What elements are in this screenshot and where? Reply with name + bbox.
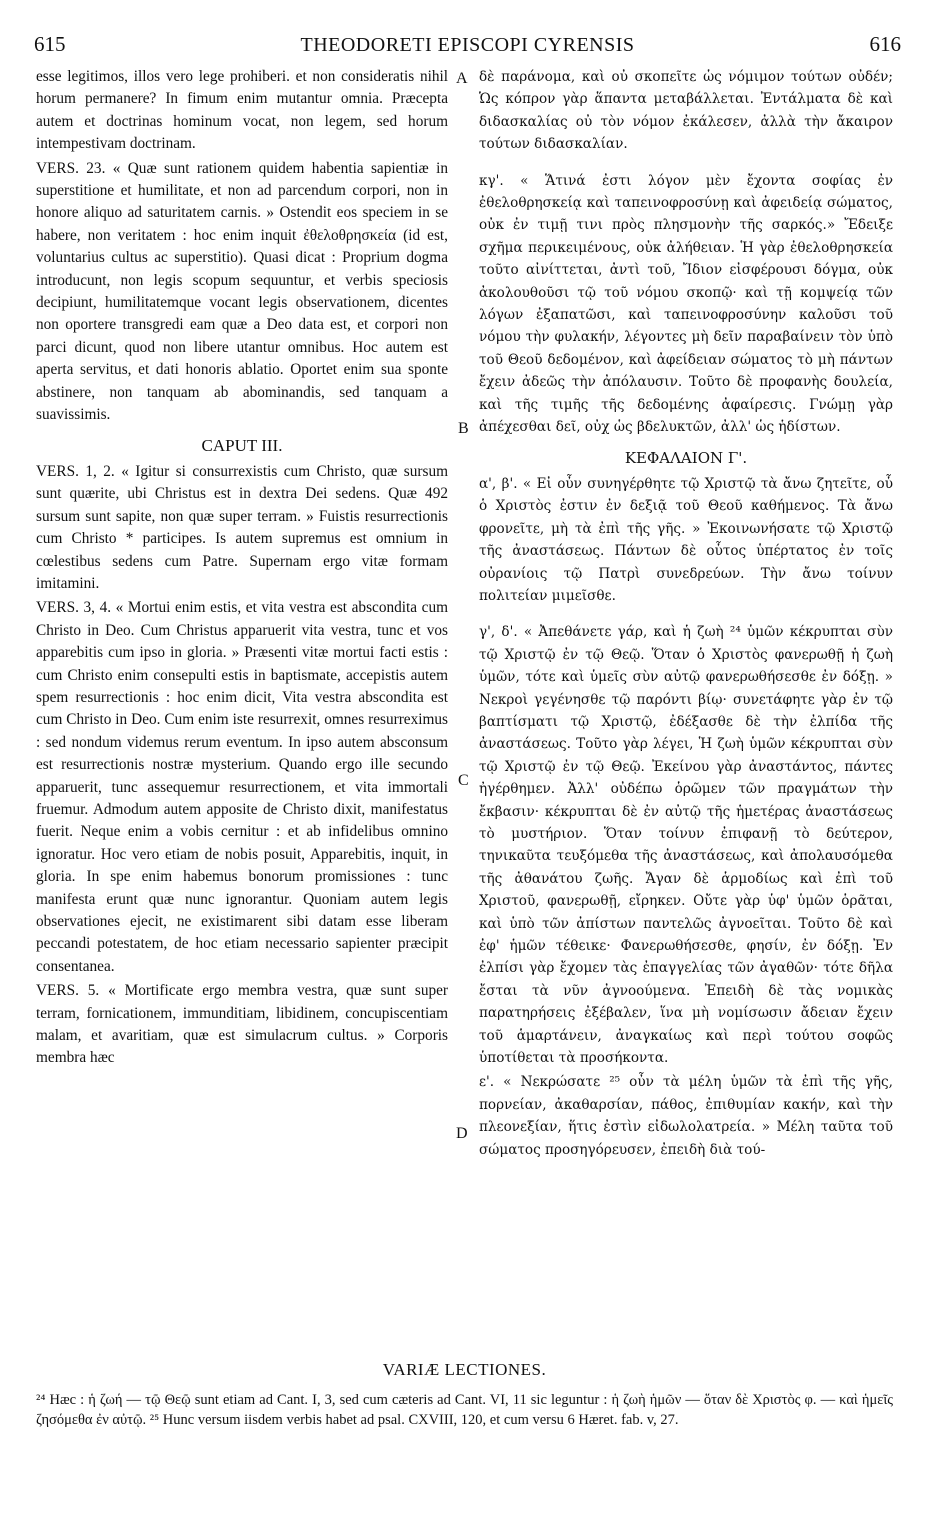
greek-paragraph: δὲ παράνομα, καὶ οὐ σκοπεῖτε ὡς νόμιμον τούτων οὐδέν; Ὡς κόπρον γὰρ ἅπαντα μεταβάλλεται. Ἐντάλματα δὲ καὶ διδασκαλίας οὐ τὸν νόμον ἐκάλεσεν, ἀλλὰ τὴν ἄκαιρον τούτων διδασκαλίαν. xyxy=(479,69,893,153)
greek-paragraph: α', β'. « Εἰ οὖν συνηγέρθητε τῷ Χριστῷ τὰ ἄνω ζητεῖτε, οὗ ὁ Χριστὸς ἐστιν ἐν δεξιᾷ τοῦ Θεοῦ καθήμενος. Τὰ ἄνω φρονεῖτε, μὴ τὰ ἐπὶ τῆς γῆς. » Ἐκοινωνήσατε τῷ Χριστῷ τῆς ἀναστάσεως. Πάντων δὲ οὗτος ὑπέρτατος ἐν τοῖς οὐρανίοις τῷ Πατρὶ συνεδρεύων. Τὴν ἄνω τοίνυν πολιτείαν μιμεῖσθε. xyxy=(479,475,893,604)
latin-paragraph: esse legitimos, illos vero lege prohiberi. et non consideratis nihil horum permanere? In fimum enim mutantur omnia. Præcepta autem et doctrinas hominum vocat, non legem, sed horum intempestivam doctrinam. xyxy=(36,68,448,153)
margin-letter-d: D xyxy=(456,1125,468,1142)
latin-paragraph: VERS. 23. « Quæ sunt rationem quidem habentia sapientiæ in superstitione et humilitate, et non ad parcendum corpori, non in honore aliquo ad saturitatem carnis. » Ostendit eos speciem in se habere, non veritatem : hoc enim inquit ἐθελοθρησκεία (id est, voluntarius cultus ac superstitio). Quasi dicat : Proprium dogma introducunt, non legis scopum sequuntur, et verbis speciosis decipiunt, humilitatemque vocant legis observationem, dicentes non oportere transgredi eam quæ a Deo data est, et corpori non parci dicunt, quod non libere utantur omnibus. Hoc autem est aperta servitus, et dati honoris ablatio. Oportet enim sua sponte abstinere, non tanquam ab abominandis, sed tanquam a suavissimis. xyxy=(36,159,448,424)
margin-letter-b: B xyxy=(458,420,469,437)
latin-column xyxy=(36,66,448,1070)
greek-paragraph: γ', δ'. « Ἀπεθάνετε γάρ, καὶ ἡ ζωὴ ²⁴ ὑμῶν κέκρυπται σὺν τῷ Χριστῷ ἐν τῷ Θεῷ. Ὅταν ὁ Χριστὸς φανερωθῇ ἡ ζωὴ ὑμῶν, τότε καὶ ὑμεῖς σὺν αὐτῷ φανερωθήσεσθε ἐν δόξῃ. » Νεκροὶ γεγένησθε τῷ παρόντι βίῳ· συνετάφητε γὰρ ἐν τῷ βαπτίσματι τῷ Χριστῷ, ἐδέξασθε δὲ τὴν ἐλπίδα τῆς ἀναστάσεως. Τοῦτο γὰρ λέγει, Ἡ ζωὴ ὑμῶν κέκρυπται σὺν τῷ Χριστῷ ἐν τῷ Θεῷ. Ἐκείνου γὰρ ἀναστάντος, πάντες ἠγέρθημεν. Ἀλλ' οὐδέπω ὁρῶμεν τῶν πραγμάτων τὴν ἔκβασιν· κέκρυπται δὲ ἐν αὐτῷ τῆς ἡμετέρας ἀναστάσεως τὸ μυστήριον. Ὅταν τοίνυν ἐπιφανῇ τὸ δεύτερον, τηνικαῦτα τευξόμεθα τῆς ἀναστάσεως, καὶ ἀπολαυσόμεθα τῆς ἀθανάτου ζωῆς. Ἄγαν δὲ ἁρμοδίως καὶ ἐπὶ τοῦ Χριστοῦ, φανερωθῇ, εἴρηκεν. Οὔτε γὰρ ὑφ' ὑμῶν ὁρᾶται, καὶ ὑπὸ τῶν ἀπίστων παντελῶς ἀγνοεῖται. Τοῦτο δὲ καὶ ἐφ' ἡμῶν τέθεικε· Φανερωθήσεσθε, φησίν, ἐν δόξῃ. Ἐν ἐλπίσι γὰρ ἔχομεν τὰς ἐπαγγελίας τῶν ἀγαθῶν· τότε δῆλα ἔσται τὰ νῦν ἀγνοούμενα. Ἐπειδὴ δὲ τὰς νομικὰς παρατηρήσεις ἐξέβαλεν, ἵνα μὴ νομίσωσιν ἄδειαν ἔχειν τοῦ ἁμαρτάνειν, ἀναγκαίως καὶ περὶ τούτου σοφῶς ὑποτίθεται τὰ προσήκοντα. xyxy=(479,624,893,1067)
margin-letter-c: C xyxy=(458,772,469,789)
variae-lectiones-notes: ²⁴ Hæc : ἡ ζωή — τῷ Θεῷ sunt etiam ad Cant. I, 3, sed cum cæteris ad Cant. VI, 11 sic leguntur : ἡ ζωὴ ἡμῶν — ὅταν δὲ Χριστὸς φ. — καὶ ἡμεῖς ζησόμεθα ἐν αὐτῷ. ²⁵ Hunc versum iisdem verbis habet ad psal. CXVIII, 120, et cum versu 6 Hæret. fab. v, 27. xyxy=(36,1392,893,1428)
latin-chapter-heading: CAPUT III. xyxy=(201,435,283,455)
latin-paragraph: VERS. 3, 4. « Mortui enim estis, et vita vestra est abscondita cum Christo in Deo. Cum Christus apparuerit vita vestra, tunc et vos apparebitis cum ipso in gloria. » Præsenti vitæ mortui facti estis : cum Christo enim consepulti estis in baptismate, accepistis autem spem resurrectionis : hoc enim dicit, Vita vestra abscondita est cum Christo in Deo. Cum enim iste resurrexit, omnes resurreximus : sed nondum videmus rerum eventum. In ipso autem absconsum est resurrectionis nostræ mysterium. Quando ergo ille secundo apparuerit, tunc assequemur resurrectionem, et vita immortali fruemur. Admodum autem apposite de Christo dixit, manifestatus fuerit. Neque enim a vobis cernitur : et ab infidelibus omnino ignoratur. Hoc vero etiam de nobis posuit, Apparebitis, inquit, in gloria. In spe enim habemus bonorum promissiones : tunc manifesta erunt quæ nunc ignorantur. Quoniam autem legis observationes ejecit, ne existimarent sibi datam esse liberam peccandi potestatem, de hoc etiam necessario sapienter præcipit consentanea. xyxy=(36,599,448,975)
latin-paragraph: VERS. 1, 2. « Igitur si consurrexistis cum Christo, quæ sursum sunt quærite, ubi Christus est in dextra Dei sedens. Quæ 492 sursum sunt sapite, non quæ super terram. » Fuistis resurrectionis cum Christo * participes. Is autem supremus est omnium in cœlestibus sedens cum Patre. Supernam ergo vitæ formam imitamini. xyxy=(36,462,448,592)
greek-paragraph: ε'. « Νεκρώσατε ²⁵ οὖν τὰ μέλη ὑμῶν τὰ ἐπὶ τῆς γῆς, πορνείαν, ἀκαθαρσίαν, πάθος, ἐπιθυμίαν κακήν, καὶ τὴν πλεονεξίαν, ἥτις ἐστὶν εἰδωλολατρεία. » Μέλη ταῦτα τοῦ σώματος προσηγόρευσεν, ἐπειδὴ διὰ τού- xyxy=(479,1074,893,1158)
margin-letter-a: A xyxy=(456,70,468,87)
running-head xyxy=(34,32,901,62)
latin-paragraph: VERS. 5. « Mortificate ergo membra vestra, quæ sunt super terram, fornicationem, immunditiam, libidinem, concupiscentiam malam, et avaritiam, quæ est simulacrum cultus. » Corporis membra hæc xyxy=(36,982,448,1067)
greek-chapter-heading: ΚΕΦΑΛΑΙΟΝ Γ'. xyxy=(624,448,748,467)
left-page-number: 615 xyxy=(34,32,66,56)
greek-paragraph: κγ'. « Ἅτινά ἐστι λόγον μὲν ἔχοντα σοφίας ἐν ἐθελοθρησκείᾳ καὶ ταπεινοφροσύνῃ καὶ ἀφειδείᾳ σώματος, οὐκ ἐν τιμῇ τινι πρὸς πλησμονὴν τῆς σαρκός.» Ἔδειξε σχῆμα περικειμένους, οὐκ ἀλήθειαν. Ἡ γὰρ ἐθελοθρησκεία τοῦτο αἰνίττεται, ἀντὶ τοῦ, Ἴδιον εἰσφέρουσι δόγμα, οὐκ ἀκολουθοῦσι τῷ τοῦ νόμου σκοπῷ· καὶ τῇ κομψείᾳ τῶν λόγων ἐξαπατῶσι, καὶ ταπεινοφροσύνην καλοῦσι τοῦ νόμου τὴν φυλακήν, λέγοντες μὴ δεῖν παραβαίνειν τὸν ὑπὸ τοῦ Θεοῦ δεδομένον, καὶ ἀφείδειαν σώματος τὸ μὴ πάντων ἔχειν ἀδεῶς τὴν ἀπόλαυσιν. Τοῦτο δὲ προφανὴς δουλεία, καὶ τῆς τιμῆς τῆς δεδομένης ἀφαίρεσις. Γνώμῃ γὰρ ἀπέχεσθαι δεῖ, οὐχ ὡς βδελυκτῶν, ἀλλ' ὡς ἡδίστων. xyxy=(479,172,893,436)
greek-column xyxy=(479,66,893,1161)
variae-lectiones-heading: VARIÆ LECTIONES. xyxy=(382,1360,547,1379)
page-title: THEODORETI EPISCOPI CYRENSIS xyxy=(300,34,635,56)
right-page-number: 616 xyxy=(869,32,901,56)
